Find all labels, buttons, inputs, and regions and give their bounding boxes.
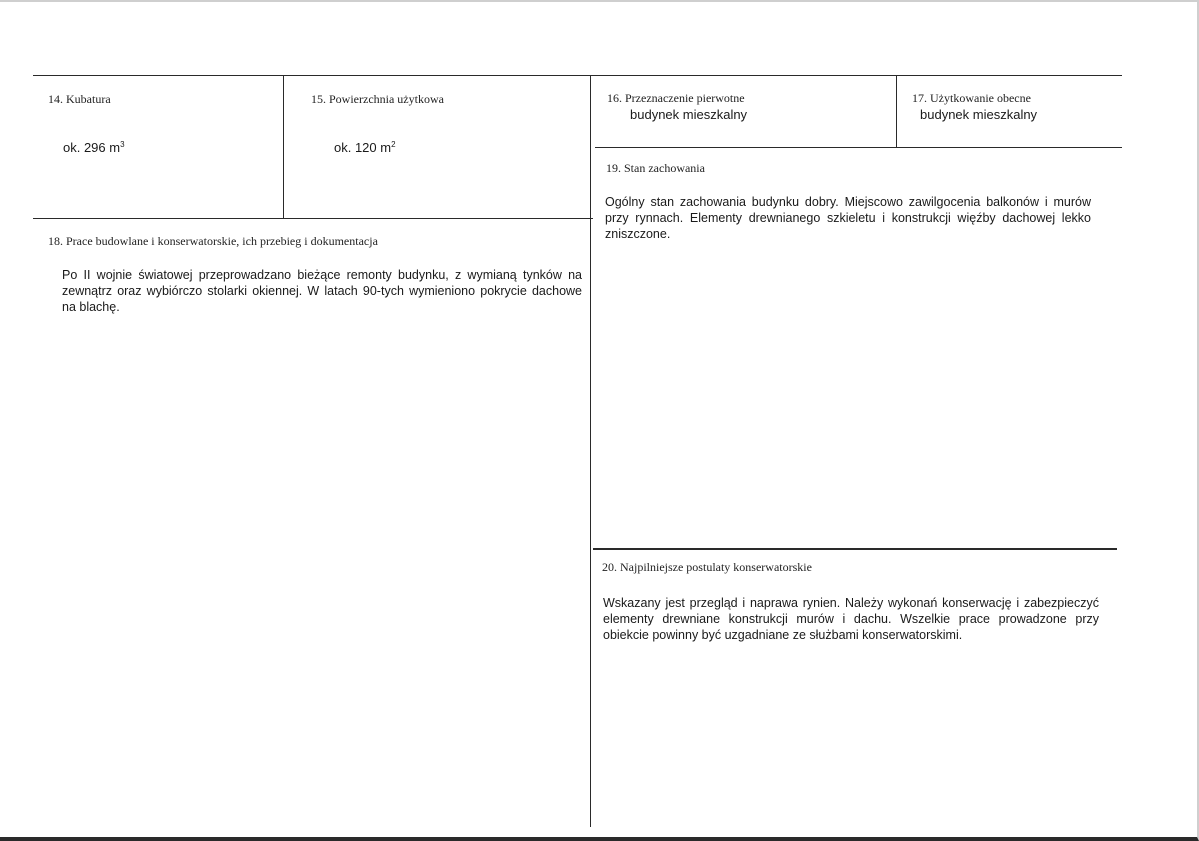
postulaty-label: 20. Najpilniejsze postulaty konserwatorskie	[602, 560, 812, 574]
powierzchnia-value	[334, 140, 396, 155]
prace-text: Po II wojnie światowej przeprowadzano bieżące remonty budynku, z wymianą tynków na zewnątrz oraz wybiórczo stolarki okiennej. W latach 90-tych wymieniono pokrycie dachowe na blachę.	[62, 268, 582, 314]
rule-under-14-15	[33, 218, 593, 219]
powierzchnia-unit-sup: 2	[391, 140, 396, 149]
divider-left-right	[590, 75, 591, 827]
divider-16-17	[896, 75, 897, 147]
przeznaczenie-value: budynek mieszkalny	[630, 107, 748, 122]
stan-text: Ogólny stan zachowania budynku dobry. Miejscowo zawilgocenia balkonów i murów przy rynnach. Elementy drewnianego szkieletu i konstrukcji więźby dachowej lekko zniszczone.	[605, 195, 1091, 241]
divider-14-15	[283, 75, 284, 218]
kubatura-unit-sup: 3	[120, 140, 125, 149]
top-rule	[33, 75, 1122, 76]
stan-label: 19. Stan zachowania	[606, 161, 705, 175]
kubatura-value	[63, 140, 125, 155]
powierzchnia-value-text: ok. 120 m	[334, 140, 392, 155]
kubatura-value-text: ok. 296 m	[63, 140, 121, 155]
rule-above-20	[593, 548, 1117, 550]
powierzchnia-label: 15. Powierzchnia użytkowa	[311, 92, 444, 106]
postulaty-text: Wskazany jest przegląd i naprawa rynien. Należy wykonań konserwację i zabezpieczyć elementy drewniane konstrukcji murów i dachu. Wszelkie prace prowadzone przy obiekcie powinny być uzgadniane ze służbami konserwatorskimi.	[603, 596, 1099, 642]
kubatura-label: 14. Kubatura	[48, 92, 111, 106]
przeznaczenie-label: 16. Przeznaczenie pierwotne	[607, 91, 745, 105]
uzytkowanie-label: 17. Użytkowanie obecne	[912, 91, 1031, 105]
uzytkowanie-value: budynek mieszkalny	[920, 107, 1038, 122]
rule-under-16-17	[595, 147, 1122, 148]
prace-label: 18. Prace budowlane i konserwatorskie, ich przebieg i dokumentacja	[48, 234, 378, 248]
